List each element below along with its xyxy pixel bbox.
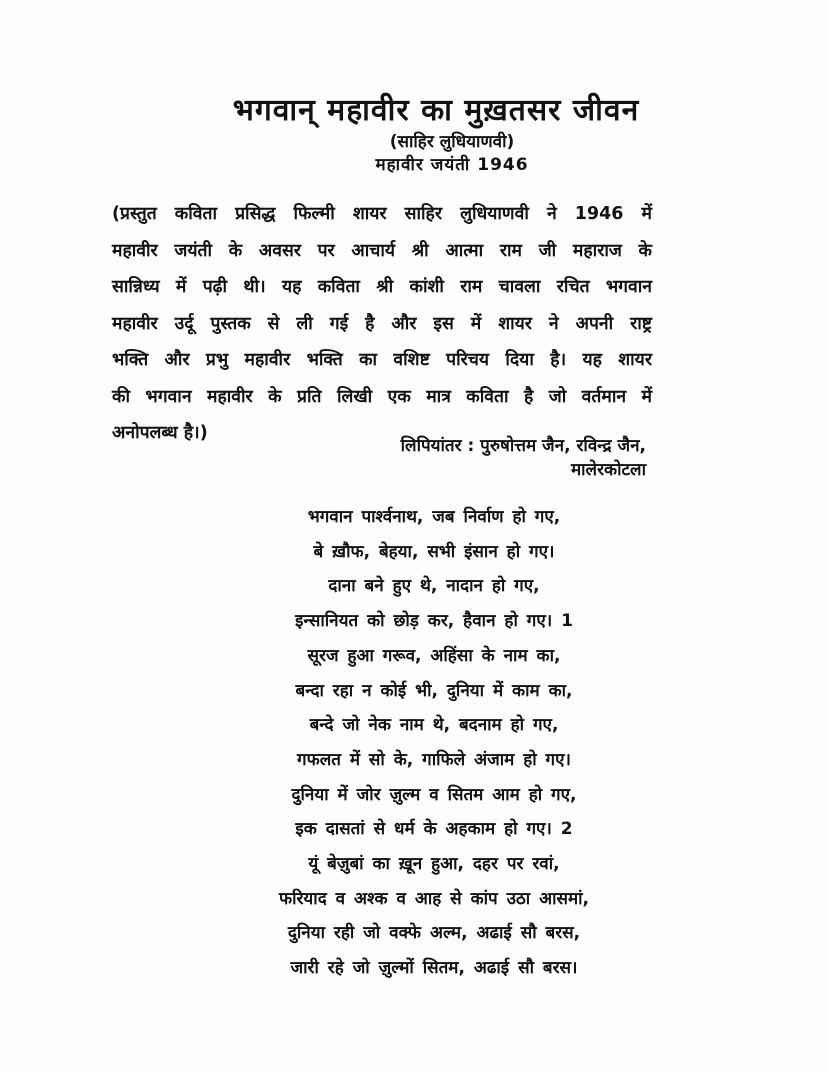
intro-line: महावीर जयंती के अवसर पर आचार्य श्री आत्मा राम जी महाराज के [112,240,652,261]
poem-line: यूं बेज़ुबां का ख़ून हुआ, दहर पर रवां, [308,854,560,875]
poem-line: दुनिया में जोर ज़ुल्म व सितम आम हो गए, [291,784,577,805]
intro-line: महावीर उर्दू पुस्तक से ली गई है और इस में शायर ने अपनी राष्ट्र [112,313,652,334]
poem-line: भगवान पार्श्वनाथ, जब निर्वाण हो गए, [307,507,561,527]
poem-line: फरियाद व अश्क व आह से कांप उठा आसमां, [278,888,590,909]
poem-line: सूरज हुआ गरूव, अहिंसा के नाम का, [307,645,561,666]
poem-line: गफलत में सो के, गाफिले अंजाम हो गए। [297,749,571,770]
poem [0,500,828,986]
intro-paragraph [112,196,652,452]
poem-line: दुनिया रही जो वक्फे अल्म, अढाई सौ बरस, [287,923,581,944]
poem-line: बे ख़ौफ, बेहया, सभी इंसान हो गए। [313,541,555,562]
poem-line: बन्दे जो नेक नाम थे, बदनाम हो गए, [309,715,559,736]
document-title: भगवान् महावीर का मुख़तसर जीवन [232,93,640,128]
poem-line: बन्दा रहा न कोई भी, दुनिया में काम का, [295,680,573,701]
intro-line: की भगवान महावीर के प्रति लिखी एक मात्र कविता है जो वर्तमान में [112,386,652,407]
poem-line: जारी रहे जो ज़ुल्मों सितम, अढाई सौ बरस। [290,958,578,979]
transliteration-credit [401,434,646,482]
intro-line: (प्रस्तुत कविता प्रसिद्ध फिल्मी शायर साहिर लुधियाणवी ने 1946 में [112,204,652,224]
poem-line: दाना बने हुए थे, नादान हो गए, [328,576,540,597]
poem-line: इन्सानियत को छोड़ कर, हैवान हो गए। 1 [295,611,573,632]
credit-location: मालेरकोटला [570,460,646,480]
intro-line: भक्ति और प्रभु महावीर भक्ति का वशिष्ट परिचय दिया है। यह शायर [112,350,652,370]
intro-line: सान्निध्य में पढ़ी थी। यह कविता श्री कांशी राम चावला रचित भगवान [112,277,652,297]
intro-line: अनोपलब्ध है।) [112,423,208,443]
poem-line: इक दासतां से धर्म के अहकाम हो गए। 2 [295,819,573,840]
credit-line: लिपियांतर : पुरुषोत्तम जैन, रविन्द्र जैन, [400,436,646,456]
occasion-line: महावीर जयंती 1946 [375,155,529,175]
author-name: (साहिर लुधियाणवी) [389,132,515,152]
